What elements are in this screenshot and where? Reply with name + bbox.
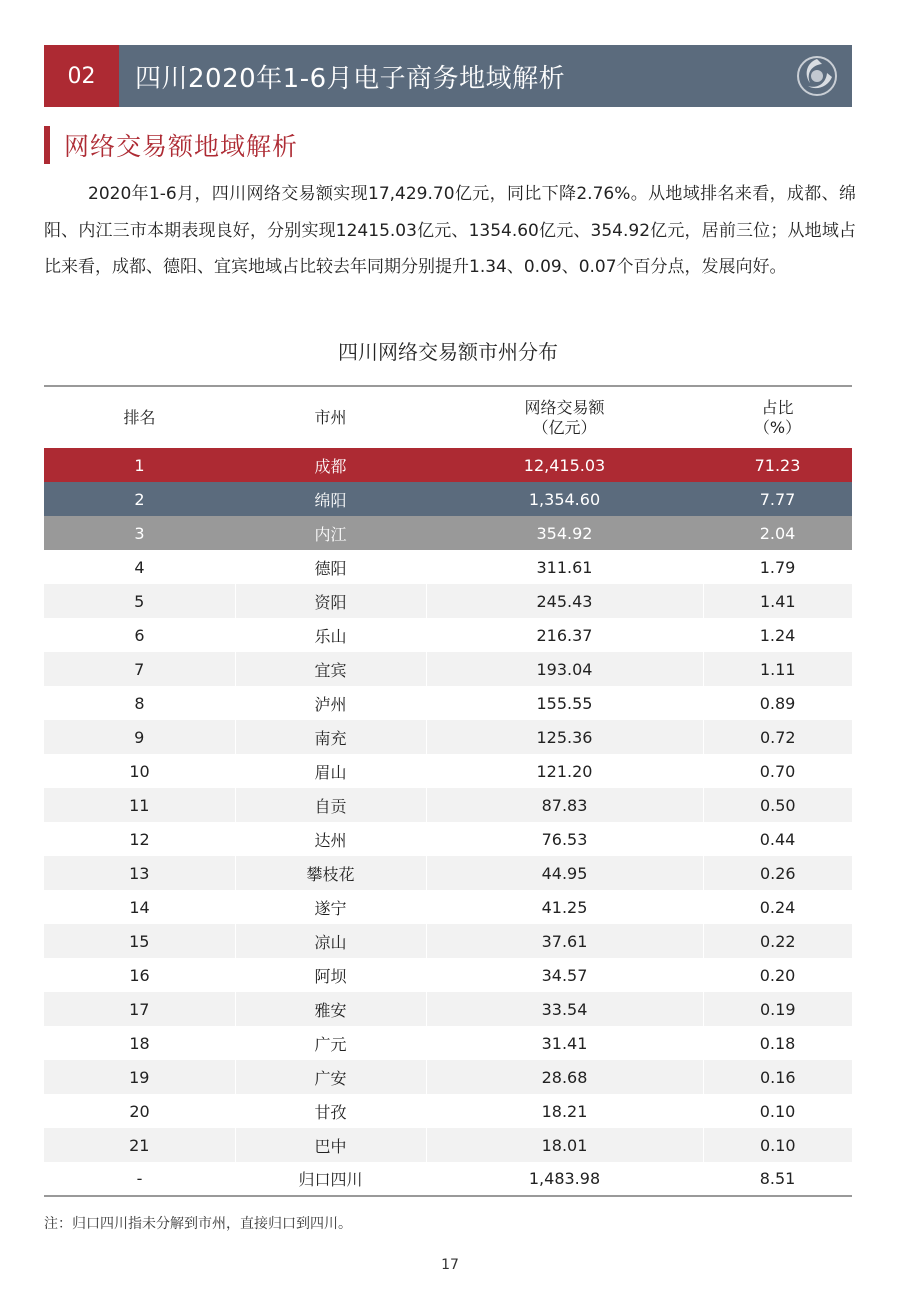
cell-amount: 121.20 xyxy=(536,761,593,781)
table-row xyxy=(44,1162,852,1196)
cell-city: 眉山 xyxy=(314,762,347,782)
cell-amount: 1,354.60 xyxy=(426,482,703,516)
cell-share: 0.44 xyxy=(759,829,796,849)
cell-amount: 12,415.03 xyxy=(426,448,703,482)
table-row xyxy=(44,1026,852,1060)
header-amount-label: 网络交易额 xyxy=(524,397,605,417)
table-row xyxy=(44,720,852,754)
table-row xyxy=(44,550,852,584)
cell-city: 遂宁 xyxy=(314,898,347,918)
cell-share: 0.50 xyxy=(703,788,852,822)
header-amount xyxy=(426,386,703,448)
cell-rank: 11 xyxy=(44,788,235,822)
cell-amount: 193.04 xyxy=(426,652,703,686)
cell-amount: 125.36 xyxy=(426,720,703,754)
cell-city: 德阳 xyxy=(314,558,347,578)
table-row xyxy=(44,618,852,652)
cell-amount: 245.43 xyxy=(426,584,703,618)
cell-rank: 13 xyxy=(44,856,235,890)
cell-amount: 216.37 xyxy=(536,625,593,645)
cell-share: 1.41 xyxy=(703,584,852,618)
table-row xyxy=(44,1060,852,1094)
table-row xyxy=(44,652,852,686)
cell-share: 0.26 xyxy=(703,856,852,890)
cell-share: 0.70 xyxy=(759,761,796,781)
cell-share: 0.72 xyxy=(703,720,852,754)
cell-amount: 354.92 xyxy=(426,516,703,550)
table-row xyxy=(44,890,852,924)
table-title: 四川网络交易额市州分布 xyxy=(338,340,558,364)
cell-rank: 15 xyxy=(44,924,235,958)
header-share-unit: （%） xyxy=(753,417,802,437)
cell-rank: 1 xyxy=(44,448,235,482)
header-city: 市州 xyxy=(235,386,426,448)
section-accent-bar xyxy=(44,126,50,164)
cell-share: 0.24 xyxy=(759,897,796,917)
cell-amount: 76.53 xyxy=(541,829,588,849)
cell-city: 乐山 xyxy=(314,626,347,646)
cell-amount: 28.68 xyxy=(426,1060,703,1094)
table-header-row xyxy=(44,386,852,448)
cell-city: 雅安 xyxy=(235,992,426,1026)
cell-rank: 8 xyxy=(134,693,145,713)
cell-rank: 10 xyxy=(129,761,150,781)
cell-city: 泸州 xyxy=(314,694,347,714)
cell-amount: 41.25 xyxy=(541,897,588,917)
cell-share: 2.04 xyxy=(703,516,852,550)
cell-city: 广元 xyxy=(314,1034,347,1054)
cell-rank: 4 xyxy=(134,557,145,577)
table-row xyxy=(44,482,852,516)
cell-amount: 87.83 xyxy=(426,788,703,822)
cell-rank: 17 xyxy=(44,992,235,1026)
cell-amount: 18.01 xyxy=(426,1128,703,1162)
cell-city: 甘孜 xyxy=(314,1102,347,1122)
cell-rank: 6 xyxy=(134,625,145,645)
cell-city: 自贡 xyxy=(235,788,426,822)
cell-city: 内江 xyxy=(235,516,426,550)
cell-rank: 12 xyxy=(129,829,150,849)
cell-share: 7.77 xyxy=(703,482,852,516)
table-row xyxy=(44,924,852,958)
cell-rank: 21 xyxy=(44,1128,235,1162)
cell-rank: 3 xyxy=(44,516,235,550)
header-share xyxy=(703,386,852,448)
page-header xyxy=(44,45,852,107)
table-row xyxy=(44,584,852,618)
cell-share: 1.79 xyxy=(759,557,796,577)
table-row xyxy=(44,1128,852,1162)
header-amount-unit: （亿元） xyxy=(532,417,597,437)
swirl-logo-icon xyxy=(796,55,838,97)
cell-amount: 31.41 xyxy=(541,1033,588,1053)
cell-amount: 311.61 xyxy=(536,557,593,577)
cell-city: 广安 xyxy=(235,1060,426,1094)
cell-share: 0.20 xyxy=(759,965,796,985)
cell-city: 宜宾 xyxy=(235,652,426,686)
table-row xyxy=(44,448,852,482)
footnote: 注：归口四川指未分解到市州，直接归口到四川。 xyxy=(44,1216,352,1232)
header-rank: 排名 xyxy=(44,386,235,448)
table-row xyxy=(44,754,852,788)
cell-amount: 18.21 xyxy=(541,1101,588,1121)
cell-amount: 1,483.98 xyxy=(426,1162,703,1196)
cell-rank: 9 xyxy=(44,720,235,754)
cell-rank: 14 xyxy=(129,897,150,917)
cell-city: 攀枝花 xyxy=(235,856,426,890)
cell-rank: 18 xyxy=(129,1033,150,1053)
cell-city: 达州 xyxy=(314,830,347,850)
cell-rank: 7 xyxy=(44,652,235,686)
chapter-number: 02 xyxy=(44,45,119,107)
cell-rank: 16 xyxy=(129,965,150,985)
cell-amount: 33.54 xyxy=(426,992,703,1026)
cell-rank: 19 xyxy=(44,1060,235,1094)
cell-share: 0.89 xyxy=(759,693,796,713)
cell-amount: 155.55 xyxy=(536,693,593,713)
cell-share: 0.10 xyxy=(703,1128,852,1162)
cell-city: 巴中 xyxy=(235,1128,426,1162)
cell-city: 绵阳 xyxy=(235,482,426,516)
table-row xyxy=(44,516,852,550)
cell-share: 0.18 xyxy=(759,1033,796,1053)
cell-share: 8.51 xyxy=(703,1162,852,1196)
cell-rank: 2 xyxy=(44,482,235,516)
cell-city: 资阳 xyxy=(235,584,426,618)
cell-city: 阿坝 xyxy=(314,966,347,986)
cell-rank: - xyxy=(44,1162,235,1196)
cell-amount: 34.57 xyxy=(541,965,588,985)
cell-city: 南充 xyxy=(235,720,426,754)
table-row xyxy=(44,992,852,1026)
cell-city: 凉山 xyxy=(235,924,426,958)
table-row xyxy=(44,788,852,822)
table-row xyxy=(44,686,852,720)
chapter-title: 四川2020年1-6月电子商务地域解析 xyxy=(135,63,566,94)
cell-share: 0.19 xyxy=(703,992,852,1026)
cell-amount: 44.95 xyxy=(426,856,703,890)
header-share-label: 占比 xyxy=(761,397,794,417)
cell-share: 1.11 xyxy=(703,652,852,686)
table-row xyxy=(44,1094,852,1128)
cell-share: 0.22 xyxy=(703,924,852,958)
cell-amount: 37.61 xyxy=(426,924,703,958)
cell-share: 71.23 xyxy=(703,448,852,482)
cell-share: 0.10 xyxy=(759,1101,796,1121)
page-number: 17 xyxy=(441,1257,459,1273)
summary-paragraph: 2020年1-6月，四川网络交易额实现17,429.70亿元，同比下降2.76%。从地域排名来看，成都、绵阳、内江三市本期表现良好，分别实现12415.03亿元、1354.60亿元、354.92亿元，居前三位；从地域占比来看，成都、德阳、宜宾地域占比较去年同期分别提升1.34、0.09、0.07个百分点，发展向好。 xyxy=(44,184,856,277)
distribution-table xyxy=(44,385,852,1197)
cell-share: 1.24 xyxy=(759,625,796,645)
section-heading xyxy=(44,126,298,164)
cell-rank: 5 xyxy=(44,584,235,618)
section-title: 网络交易额地域解析 xyxy=(64,132,299,161)
table-row xyxy=(44,958,852,992)
cell-city: 成都 xyxy=(235,448,426,482)
table-body xyxy=(44,448,852,1196)
cell-share: 0.16 xyxy=(703,1060,852,1094)
table-row xyxy=(44,822,852,856)
cell-city: 归口四川 xyxy=(235,1162,426,1196)
table-row xyxy=(44,856,852,890)
cell-rank: 20 xyxy=(129,1101,150,1121)
